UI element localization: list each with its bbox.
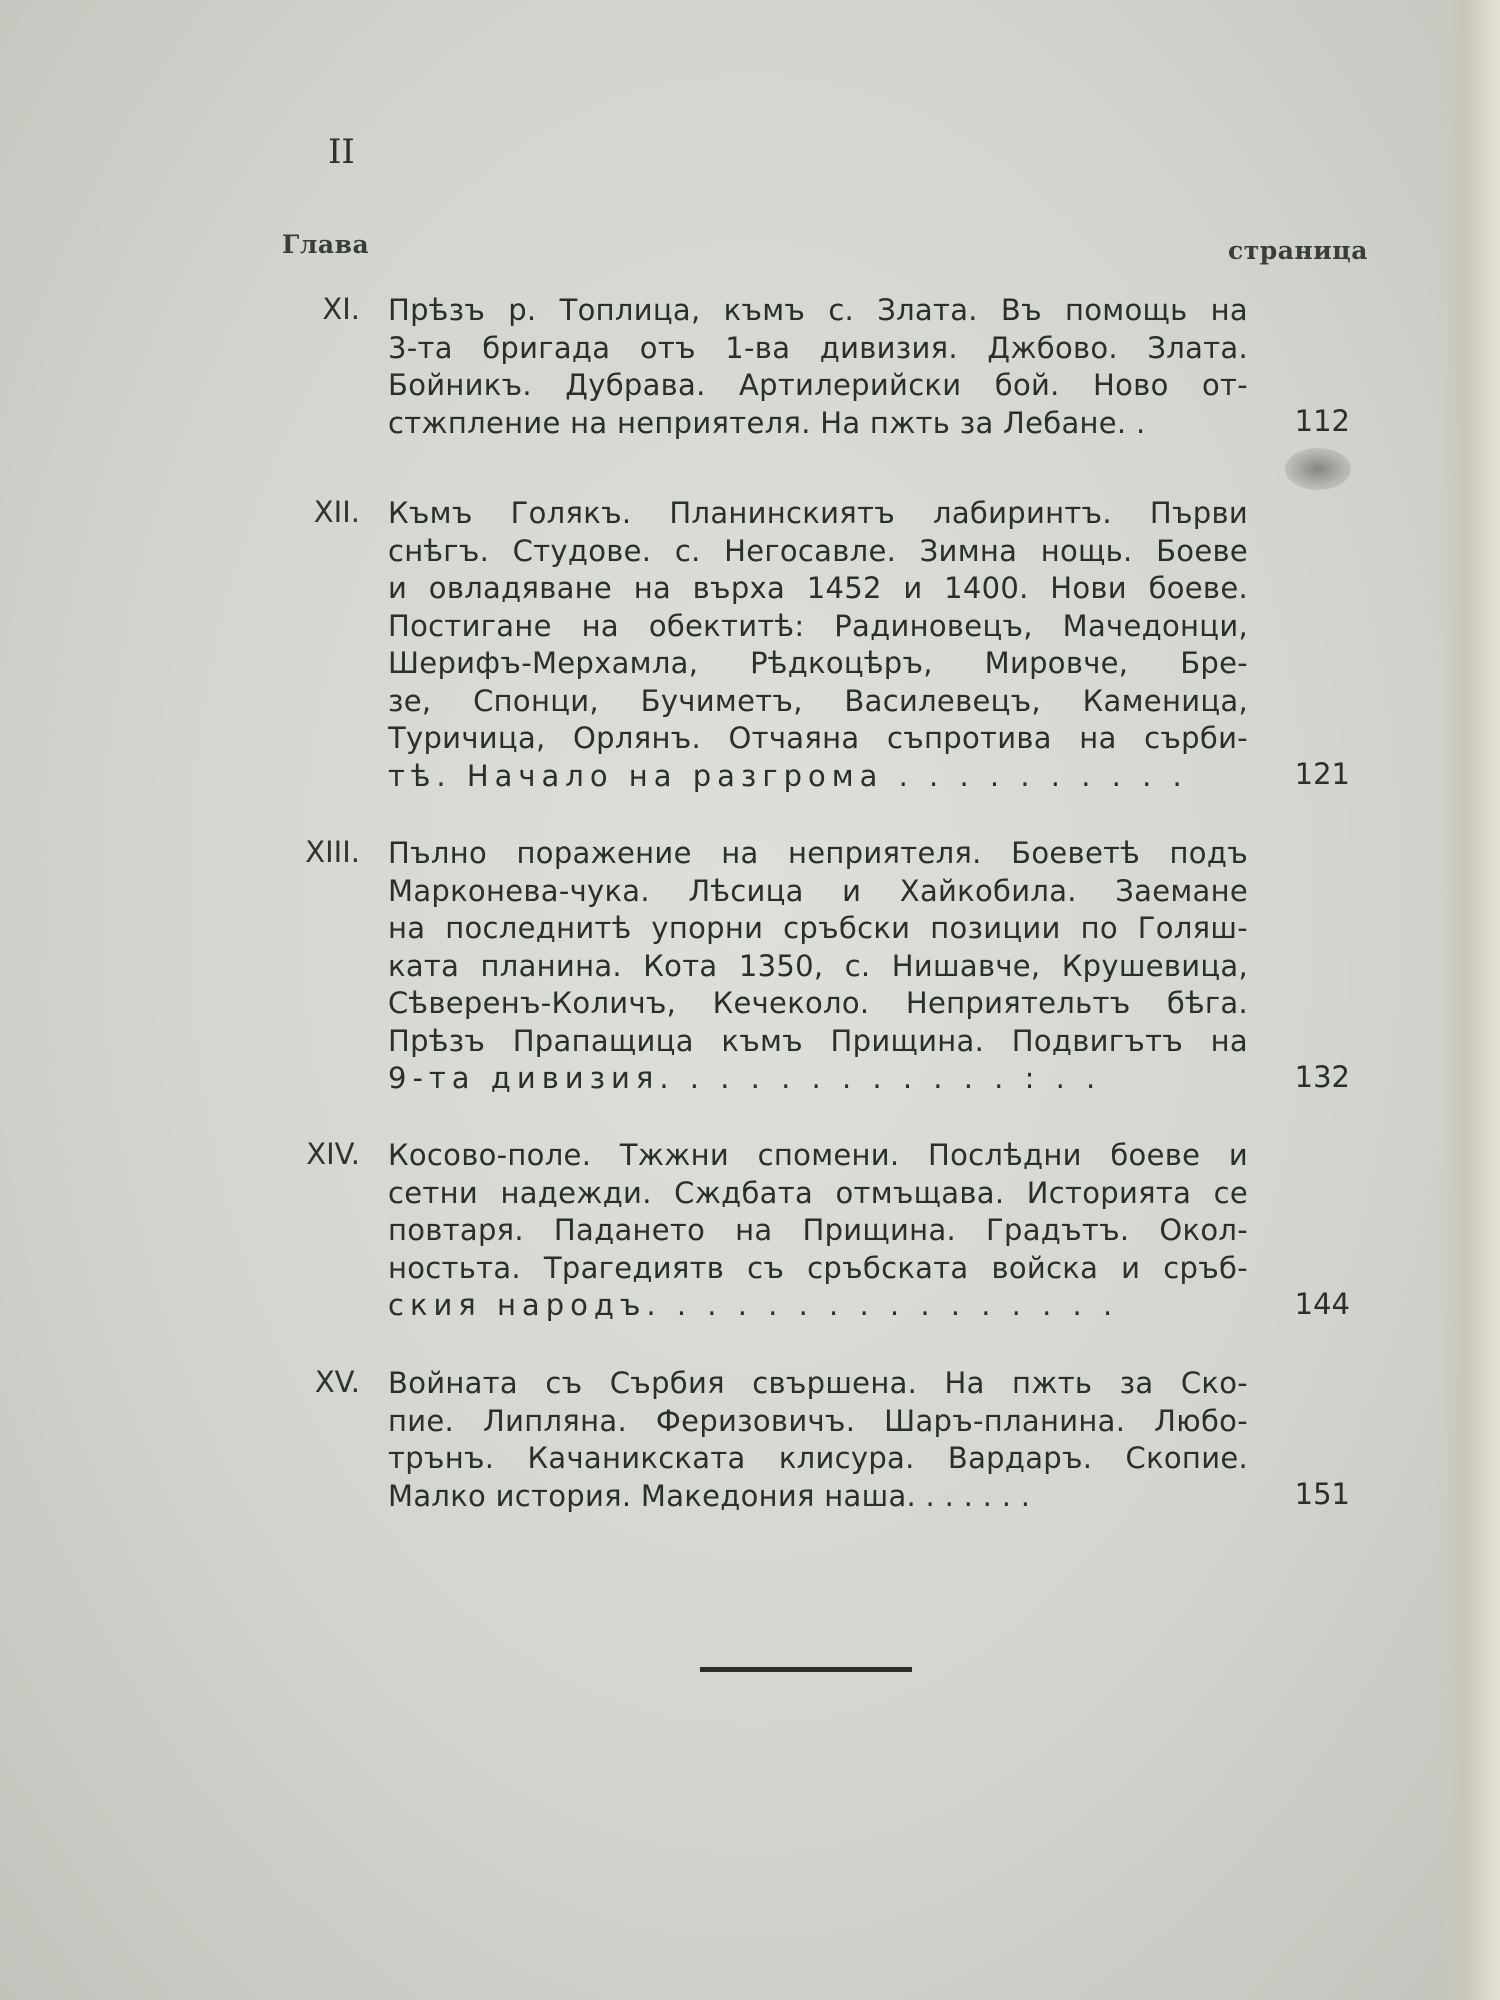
chapter-summary [388, 1365, 1248, 1515]
summary-line: сетни надежди. Сждбата отмъщава. Историята се [388, 1175, 1248, 1210]
ink-stain [1285, 448, 1351, 490]
summary-line: Пълно поражение на неприятеля. Боеветѣ подъ [388, 836, 1248, 870]
summary-line: зе, Спонци, Бучиметъ, Василевецъ, Каменица, [388, 683, 1248, 718]
chapter-page-number: 121 [1294, 757, 1350, 791]
summary-line: Прѣзъ р. Топлица, къмъ с. Злата. Въ помощь на [388, 293, 1248, 327]
summary-line: 9-та дивизия. . . . . . . . . . . . : . . [388, 1061, 1102, 1095]
summary-line: снѣгъ. Студове. с. Негосавле. Зимна нощь. Боеве [388, 533, 1248, 568]
summary-line: Малко история. Македония наша. . . . . . . [388, 1478, 1031, 1513]
summary-line: Косово-поле. Тжжни спомени. Послѣдни боеве и [388, 1138, 1248, 1172]
summary-line: трънъ. Качаникската клисура. Вардаръ. Скопие. [388, 1441, 1248, 1475]
chapter-page-number: 112 [1294, 404, 1350, 438]
summary-line: Сѣверенъ-Количъ, Кечеколо. Неприятельтъ бѣга. [388, 986, 1248, 1020]
summary-line: Постигане на обектитѣ: Радиновецъ, Мачедонци, [388, 608, 1248, 643]
summary-line: тѣ. Начало на разгрома . . . . . . . . . . [388, 758, 1188, 793]
chapter-page-number: 144 [1294, 1287, 1350, 1321]
summary-line: Бойникъ. Дубрава. Артилерийски бой. Ново от- [388, 368, 1248, 402]
summary-line: ностьта. Трагедиятв съ сръбската войска и сръб- [388, 1250, 1248, 1285]
chapter-summary [388, 292, 1248, 442]
summary-line: Туричица, Орлянъ. Отчаяна съпротива на сърби- [388, 721, 1248, 755]
summary-line: повтаря. Падането на Прищина. Градътъ. Окол- [388, 1213, 1248, 1247]
summary-line: Прѣзъ Прапащица къмъ Прищина. Подвигътъ на [388, 1023, 1248, 1058]
page-edge-shadow [1440, 0, 1500, 2000]
chapter-numeral: XIII. [305, 835, 360, 869]
chapter-page-number: 132 [1294, 1060, 1350, 1094]
summary-line: Войната съ Сърбия свършена. На пжть за Ско- [388, 1366, 1248, 1400]
chapter-numeral: XII. [313, 495, 360, 529]
end-rule-divider [700, 1667, 912, 1672]
chapter-numeral: XIV. [306, 1137, 360, 1171]
summary-line: Марконева-чука. Лѣсица и Хайкобила. Заемане [388, 873, 1248, 908]
chapter-summary [388, 835, 1248, 1098]
summary-line: и овладяване на върха 1452 и 1400. Нови боеве. [388, 571, 1248, 605]
column-header-page: страница [1228, 236, 1368, 265]
summary-line: Шерифъ-Мерхамла, Рѣдкоцѣръ, Мировче, Бре- [388, 646, 1248, 680]
summary-line: пие. Липляна. Феризовичъ. Шаръ-планина. Любо- [388, 1403, 1248, 1438]
summary-line: ката планина. Кота 1350, с. Нишавче, Крушевица, [388, 948, 1248, 983]
summary-line: на последнитѣ упорни сръбски позиции по Голяш- [388, 911, 1248, 945]
summary-line: ския народъ. . . . . . . . . . . . . . . . [388, 1288, 1119, 1322]
summary-line: Къмъ Голякъ. Планинскиятъ лабиринтъ. Първи [388, 496, 1248, 530]
summary-line: 3-та бригада отъ 1-ва дивизия. Джбово. Злата. [388, 330, 1248, 365]
chapter-summary [388, 495, 1248, 795]
chapter-numeral: XV. [314, 1365, 360, 1399]
chapter-summary [388, 1137, 1248, 1325]
chapter-numeral: XI. [322, 292, 360, 326]
summary-line: стжпление на неприятеля. На пжть за Лебане. . [388, 405, 1146, 440]
page-number: II [328, 132, 355, 172]
chapter-page-number: 151 [1294, 1477, 1350, 1511]
column-header-chapter: Глава [282, 230, 370, 259]
